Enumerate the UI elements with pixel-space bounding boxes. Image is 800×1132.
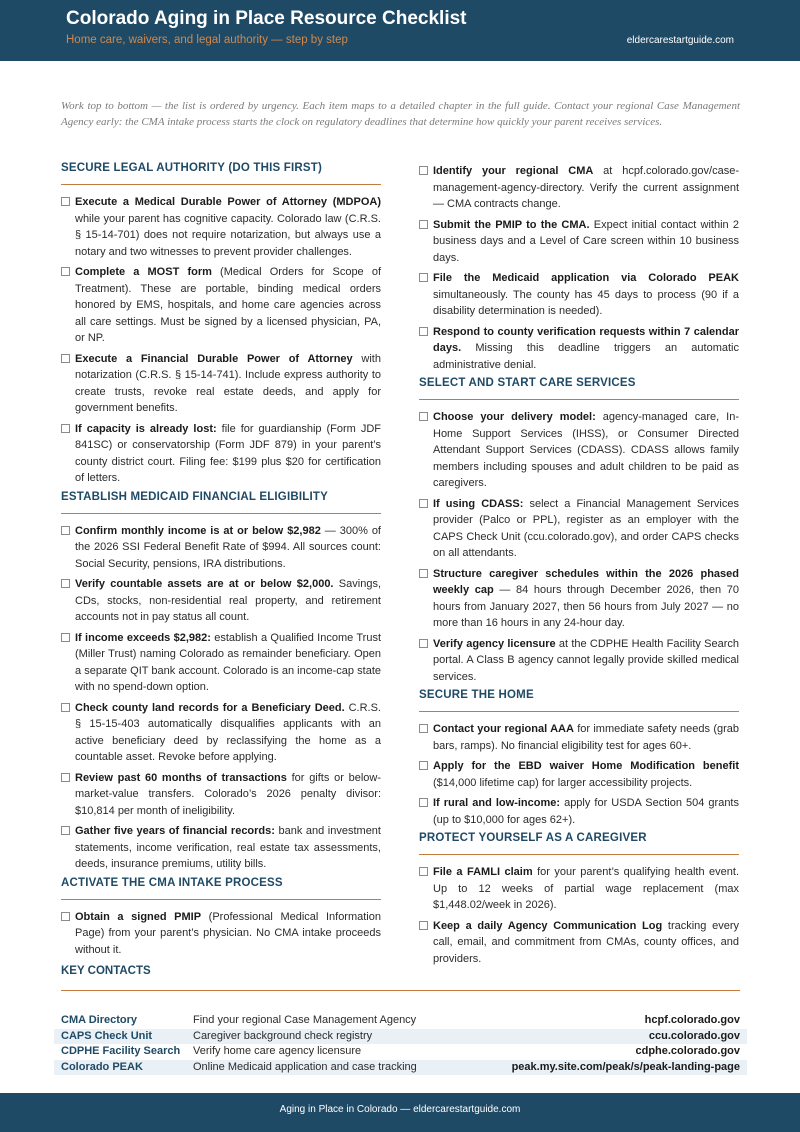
checklist-item (419, 918, 739, 968)
contact-description: Verify home care agency licensure (193, 1045, 362, 1057)
checklist-item-text: file for guardianship (Form JDF 841SC) or conservatorship (Form JDF 879) in your parent’s county district court. Filing fee: $199 plus $20 for certification of letters. (75, 422, 381, 484)
header-site-link[interactable]: eldercarestartguide.com (626, 35, 734, 46)
checklist-item-heading: Structure caregiver schedules within the 2026 phased weekly cap (433, 567, 739, 596)
checklist-item (61, 823, 381, 873)
checklist-item (419, 758, 739, 791)
checkbox-icon[interactable] (419, 166, 428, 175)
section-title: SELECT AND START CARE SERVICES (419, 377, 739, 400)
section-title: ESTABLISH MEDICAID FINANCIAL ELIGIBILITY (61, 491, 381, 514)
checklist-item-text: simultaneously. The county has 45 days to process (90 if a disability determination is needed). (433, 288, 739, 317)
contact-description: Caregiver background check registry (193, 1029, 373, 1042)
contact-row (54, 1044, 747, 1060)
checklist-item (419, 217, 739, 267)
checklist-item (419, 636, 739, 686)
checklist-item (419, 324, 739, 374)
checklist-item-text: bank and investment statements, income verification, real estate tax assessments, deeds, insurance premiums, utility bills. (75, 825, 381, 870)
contact-row (54, 1013, 747, 1029)
left-column (61, 162, 381, 962)
section-title: SECURE THE HOME (419, 689, 739, 712)
page-subtitle: Home care, waivers, and legal authority — step by step (66, 34, 348, 46)
checkbox-icon[interactable] (61, 826, 70, 835)
contact-url[interactable]: peak.my.site.com/peak/s/peak-landing-page (511, 1060, 740, 1073)
checklist-item (419, 163, 739, 213)
contact-row (54, 1029, 747, 1045)
checklist-item-heading: Gather five years of financial records: (75, 825, 275, 837)
contact-url[interactable]: cdphe.colorado.gov (635, 1045, 740, 1057)
checkbox-icon[interactable] (419, 273, 428, 282)
section-title: ACTIVATE THE CMA INTAKE PROCESS (61, 877, 381, 900)
checklist-item-heading: Contact your regional AAA (433, 723, 574, 735)
checkbox-icon[interactable] (61, 579, 70, 588)
checklist-item (61, 700, 381, 766)
contacts-title: KEY CONTACTS (61, 965, 151, 977)
page-title: Colorado Aging in Place Resource Checklist (66, 8, 467, 29)
checkbox-icon[interactable] (419, 867, 428, 876)
checklist-item-heading: Identify your regional CMA (433, 165, 594, 177)
checklist-item-heading: Verify agency licensure (433, 637, 556, 650)
checklist-item-text: select a Financial Management Services provider (Palco or PPL), register as an employer with the CAPS Check Unit (ccu.colorado.gov), and order CAPS checks on all attendants. (433, 497, 739, 559)
checkbox-icon[interactable] (61, 526, 70, 535)
checklist-item-heading: Execute a Financial Durable Power of Attorney (75, 352, 353, 365)
checklist-item-text: — 84 hours through December 2026, then 70 hours from January 2027, then 56 hours from July 2027 — no more than 16 hours in any 24-hour day. (433, 584, 739, 629)
checklist-item-text: tracking every call, email, and commitment from CMAs, county offices, and providers. (433, 919, 740, 965)
checklist-item-heading: File the Medicaid application via Colorado PEAK (433, 272, 739, 284)
checkbox-icon[interactable] (419, 724, 428, 733)
checklist-item (61, 909, 381, 959)
checklist-item-text: apply for USDA Section 504 grants (up to $10,000 for ages 62+). (433, 797, 739, 826)
checklist-item-heading: Confirm monthly income is at or below $2,982 (75, 524, 321, 537)
checklist-item-heading: Choose your delivery model: (433, 411, 596, 423)
checklist-item-heading: Submit the PMIP to the CMA. (433, 218, 590, 231)
checkbox-icon[interactable] (61, 424, 70, 433)
checklist-item-text: Expect initial contact within 2 business days and a Level of Care screen within 10 business days. (433, 218, 739, 264)
checklist-item (419, 270, 739, 320)
checklist-item-text: agency-managed care, In-Home Support Services (IHSS), or Consumer Directed Attendant Support Services (CDASS). CDASS allows family members including spouses and adult children to be paid as caregivers. (433, 411, 740, 489)
contact-name: CDPHE Facility Search (61, 1045, 181, 1057)
checklist-item-text: — 300% of the 2026 SSI Federal Benefit Rate of $994. All sources count: Social Security, pensions, IRA distributions. (75, 524, 381, 570)
checklist-item-heading: File a FAMLI claim (433, 866, 533, 878)
checkbox-icon[interactable] (61, 773, 70, 782)
checklist-item-text: at the CDPHE Health Facility Search portal. A Class B agency cannot legally provide skilled medical services. (433, 637, 739, 683)
checkbox-icon[interactable] (419, 921, 428, 930)
checklist-item-text: (Medical Orders for Scope of Treatment). These are portable, binding medical orders honored by EMS, hospitals, and home care agencies across all care settings. Must be signed by a licensed physician, PA, or NP. (75, 266, 381, 344)
checklist-item-text: with notarization (C.R.S. § 15-14-741). Include express authority to create trusts, revoke real estate deeds, and apply for government benefits. (75, 352, 381, 414)
section-title: PROTECT YOURSELF AS A CAREGIVER (419, 832, 739, 855)
contact-description: Online Medicaid application and case tracking (193, 1060, 417, 1073)
checklist-item-text: Savings, CDs, stocks, non-residential real property, and retirement accounts not in pay status all count. (75, 578, 381, 623)
checklist-item (419, 409, 739, 492)
checklist-item-heading: Review past 60 months of transactions (75, 771, 287, 784)
checkbox-icon[interactable] (419, 220, 428, 229)
checklist-item-text: for your parent’s qualifying health event. Up to 12 weeks of partial wage replacement (max $1,448.02/week in 2026). (433, 866, 740, 911)
right-column (419, 163, 739, 971)
checklist-item-heading: Obtain a signed PMIP (75, 910, 202, 923)
checklist-item-text: Missing this deadline triggers an automatic administrative denial. (433, 342, 739, 371)
checklist-item-text: (Professional Medical Information Page) from your parent’s physician. No CMA intake proceeds without it. (75, 910, 381, 956)
checkbox-icon[interactable] (61, 197, 70, 206)
checklist-item (419, 566, 739, 632)
checkbox-icon[interactable] (61, 912, 70, 921)
contacts-divider (61, 990, 740, 991)
checkbox-icon[interactable] (61, 633, 70, 642)
checklist-item (419, 496, 739, 562)
checklist-item (61, 421, 381, 487)
checklist-item-heading: Respond to county verification requests within 7 calendar days. (433, 325, 739, 354)
checklist-item-text: while your parent has cognitive capacity. Colorado law (C.R.S. § 15-14-701) does not require notarization, but always use a notary and two witnesses to prevent provider challenges. (75, 212, 381, 258)
checklist-item (61, 194, 381, 260)
checklist-item (61, 523, 381, 573)
checklist-item-text: C.R.S. § 15-15-403 automatically disqualifies applicants with an active beneficiary deed by reclassifying the home as a countable asset. Revoke before applying. (75, 701, 381, 763)
checklist-item-text: for gifts or below-market-value transfers. Colorado’s 2026 penalty divisor: $10,814 per month of ineligibility. (75, 771, 381, 817)
contact-description: Find your regional Case Management Agency (193, 1014, 417, 1026)
checkbox-icon[interactable] (419, 569, 428, 578)
checklist-item (61, 630, 381, 696)
checklist-item (61, 576, 381, 626)
checklist-item-heading: If capacity is already lost: (75, 422, 217, 435)
checkbox-icon[interactable] (419, 412, 428, 421)
checklist-item (419, 864, 739, 914)
checklist-item (419, 721, 739, 754)
checklist-item (61, 351, 381, 417)
contact-row (54, 1060, 747, 1076)
checklist-item-heading: Execute a Medical Durable Power of Attorney (MDPOA) (75, 196, 381, 208)
section-title: SECURE LEGAL AUTHORITY (DO THIS FIRST) (61, 162, 381, 185)
checklist-item-text: ($14,000 lifetime cap) for larger accessibility projects. (433, 776, 693, 789)
checklist-item-heading: Apply for the EBD waiver Home Modification benefit (433, 760, 739, 772)
checklist-item-heading: Complete a MOST form (75, 266, 212, 278)
checklist-item-heading: Keep a daily Agency Communication Log (433, 919, 663, 932)
checklist-item-heading: Verify countable assets are at or below $2,000. (75, 578, 334, 590)
page-footer (0, 1093, 800, 1132)
checkbox-icon[interactable] (419, 327, 428, 336)
footer-text: Aging in Place in Colorado — eldercarestartguide.com (279, 1104, 521, 1115)
intro-paragraph: Work top to bottom — the list is ordered by urgency. Each item maps to a detailed chapter in the full guide. Contact your regional Case Management Agency early: the CMA intake process starts the clock on regulatory deadlines that determine how quickly your parent receives services. (61, 100, 740, 128)
checklist-item (419, 795, 739, 828)
checkbox-icon[interactable] (419, 761, 428, 770)
checklist-item-heading: Check county land records for a Beneficiary Deed. (75, 701, 345, 714)
checkbox-icon[interactable] (419, 798, 428, 807)
checkbox-icon[interactable] (61, 267, 70, 276)
checklist-item (61, 264, 381, 347)
checkbox-icon[interactable] (61, 703, 70, 712)
checklist-item-heading: If income exceeds $2,982: (75, 631, 211, 644)
checkbox-icon[interactable] (61, 354, 70, 363)
contact-name: CMA Directory (61, 1014, 137, 1026)
checklist-item-text: establish a Qualified Income Trust (Miller Trust) naming Colorado as remainder beneficiary. Open a separate QIT bank account. Colorado is an income-cap state with no spend-down option. (75, 631, 382, 693)
contacts-table (54, 1013, 747, 1075)
contact-name: Colorado PEAK (61, 1060, 143, 1073)
checklist-item-heading: If rural and low-income: (433, 797, 561, 809)
checklist-item-text: for immediate safety needs (grab bars, ramps). No financial eligibility test for ages 60+. (433, 723, 739, 752)
checkbox-icon[interactable] (419, 499, 428, 508)
checklist-item-heading: If using CDASS: (433, 497, 524, 510)
contact-url[interactable]: ccu.colorado.gov (648, 1029, 740, 1042)
checklist-item-text: at hcpf.colorado.gov/case-management-agency-directory. Verify the current assignment — CMA contracts change. (433, 165, 739, 210)
page-header (0, 0, 800, 61)
checkbox-icon[interactable] (419, 639, 428, 648)
contact-name: CAPS Check Unit (61, 1029, 153, 1042)
checklist-item (61, 770, 381, 820)
contact-url[interactable]: hcpf.colorado.gov (644, 1014, 740, 1026)
